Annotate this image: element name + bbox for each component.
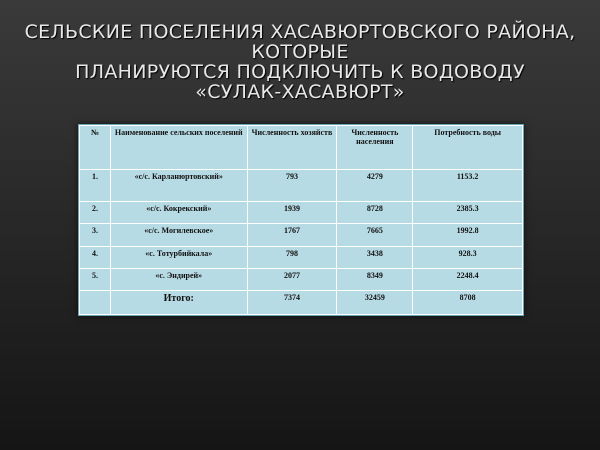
row-households: 2077 [247,268,337,290]
row-name: «с/с. Кокрекский» [110,202,247,224]
table-row [80,246,523,268]
row-water: 2248.4 [413,268,523,290]
row-households: 1939 [247,202,337,224]
title-line-2: ПЛАНИРУЮТСЯ ПОДКЛЮЧИТЬ К ВОДОВОДУ [75,61,525,83]
row-num: 4. [80,246,111,268]
total-households: 7374 [247,290,337,314]
row-population: 8728 [337,202,413,224]
row-households: 798 [247,246,337,268]
title-line-3: «СУЛАК-ХАСАВЮРТ» [195,81,405,103]
row-name: «с/с. Карланюртовский» [110,170,247,202]
row-population: 3438 [337,246,413,268]
row-population: 7665 [337,224,413,246]
header-water: Потребность воды [413,126,523,170]
settlements-table-container [78,124,524,316]
total-water: 8708 [413,290,523,314]
row-name: «с. Эндирей» [110,268,247,290]
row-water: 2385.3 [413,202,523,224]
row-num: 1. [80,170,111,202]
header-num: № [80,126,111,170]
total-row [80,290,523,314]
row-name: «с. Тотурбийкала» [110,246,247,268]
row-water: 1153.2 [413,170,523,202]
header-name: Наименование сельских поселений [110,126,247,170]
total-label: Итого: [110,290,247,314]
total-num [80,290,111,314]
row-households: 1767 [247,224,337,246]
title-line-1: СЕЛЬСКИЕ ПОСЕЛЕНИЯ ХАСАВЮРТОВСКОГО РАЙОНА, КОТОРЫЕ [24,21,576,63]
header-row [80,126,523,170]
total-population: 32459 [337,290,413,314]
row-num: 5. [80,268,111,290]
row-households: 793 [247,170,337,202]
row-water: 1992.8 [413,224,523,246]
table-row [80,170,523,202]
header-population: Численность населения [337,126,413,170]
row-water: 928.3 [413,246,523,268]
table-row [80,268,523,290]
row-population: 4279 [337,170,413,202]
table-row [80,202,523,224]
slide-title [20,22,580,102]
row-num: 2. [80,202,111,224]
settlements-table [79,125,523,315]
row-num: 3. [80,224,111,246]
row-name: «с/с. Могилевское» [110,224,247,246]
table-row [80,224,523,246]
row-population: 8349 [337,268,413,290]
header-households: Численность хозяйств [247,126,337,170]
